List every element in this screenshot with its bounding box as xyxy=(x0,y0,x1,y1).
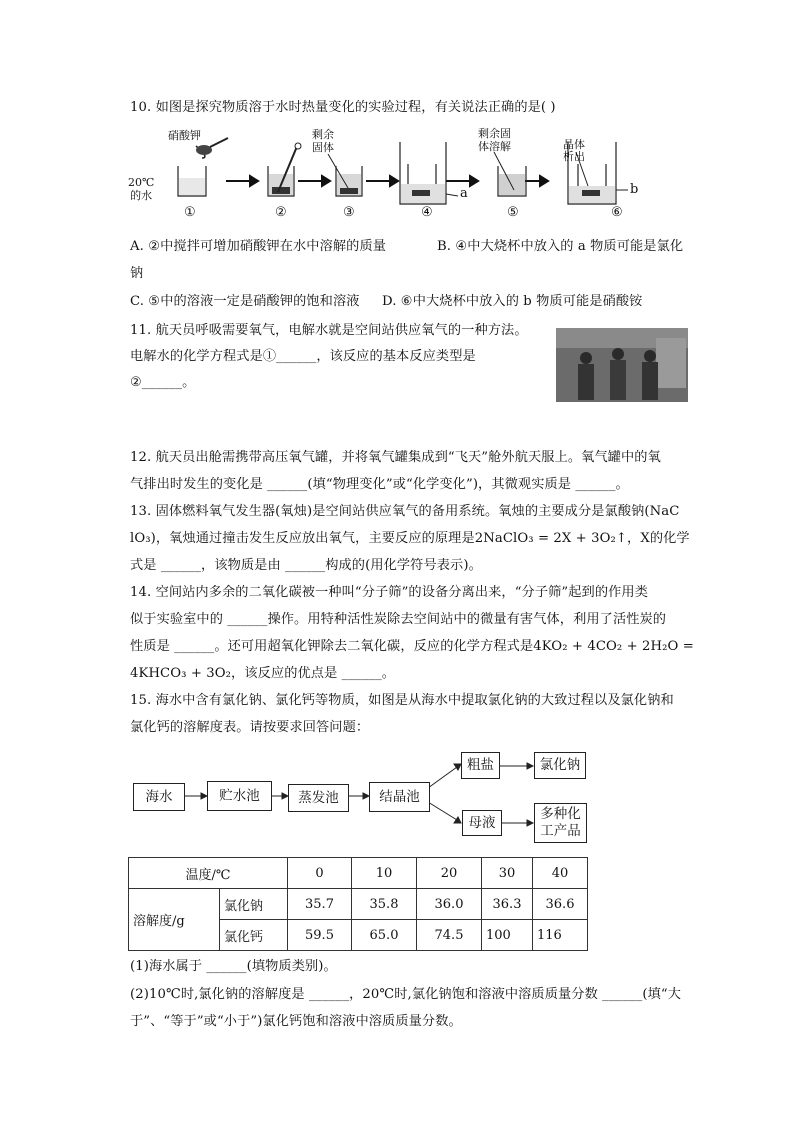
temp-cell: 30 xyxy=(482,858,533,889)
q11-line2: 电解水的化学方程式是①______，该反应的基本反应类型是 xyxy=(130,349,476,364)
step-number: ⑤ xyxy=(507,205,519,220)
flow-crude-salt: 粗盐 xyxy=(461,752,500,779)
table-cell: 36.0 xyxy=(417,889,482,920)
temp-cell: 40 xyxy=(533,858,588,889)
step-number: ④ xyxy=(421,205,433,220)
b-label: b xyxy=(630,182,639,197)
q11-line1: 11. 航天员呼吸需要氧气，电解水就是空间站供应氧气的一种方法。 xyxy=(130,323,528,338)
substance-name: 氯化钠 xyxy=(220,889,288,920)
substance-name: 氯化钙 xyxy=(220,920,288,951)
q12-line1: 12. 航天员出舱需携带高压氧气罐，并将氧气罐集成到“飞天”舱外航天服上。氧气罐中的氧 xyxy=(130,450,661,465)
temp-cell: 10 xyxy=(352,858,417,889)
temp-cell: 0 xyxy=(288,858,352,889)
flow-crystallization: 结晶池 xyxy=(369,782,430,812)
flow-mother-liquor: 母液 xyxy=(462,810,502,836)
q11-line3: ②______。 xyxy=(130,375,196,390)
table-cell: 35.7 xyxy=(288,889,352,920)
q10-option-b: B. ④中大烧杯中放入的 a 物质可能是氯化 xyxy=(437,239,684,254)
table-cell: 74.5 xyxy=(417,920,482,951)
q10-option-b-cont: 钠 xyxy=(130,266,144,281)
flow-storage: 贮水池 xyxy=(207,781,272,811)
q10-option-a: A. ②中搅拌可增加硝酸钾在水中溶解的质量 xyxy=(130,239,387,254)
temp-header: 温度/℃ xyxy=(129,858,288,889)
row-header: 溶解度/g xyxy=(129,889,220,951)
q15-sub2b: 于”、“等于”或“小于”)氯化钙饱和溶液中溶质质量分数。 xyxy=(130,1014,462,1029)
q14-line2: 似于实验室中的 ______操作。用特种活性炭除去空间站中的微量有害气体，利用了活性炭的 xyxy=(130,612,667,627)
q13-line3: 式是 ______，该物质是由 ______构成的(用化学符号表示)。 xyxy=(130,558,482,573)
q10-option-c: C. ⑤中的溶液一定是硝酸钾的饱和溶液 xyxy=(130,294,360,309)
table-cell: 59.5 xyxy=(288,920,352,951)
step-number: ② xyxy=(275,205,287,220)
q14-line1: 14. 空间站内多余的二氧化碳被一种叫“分子筛”的设备分离出来，“分子筛”起到的作用类 xyxy=(130,585,648,600)
q13-line1: 13. 固体燃料氧气发生器(氧烛)是空间站供应氧气的备用系统。氧烛的主要成分是氯酸钠(NaC xyxy=(130,504,680,519)
table-cell: 36.3 xyxy=(482,889,533,920)
table-cell: 35.8 xyxy=(352,889,417,920)
q12-line2: 气排出时发生的变化是 ______(填“物理变化”或“化学变化”)，其微观实质是 ______。 xyxy=(130,477,629,492)
flow-seawater: 海水 xyxy=(133,783,185,811)
table-cell: 65.0 xyxy=(352,920,417,951)
kno3-label: 硝酸钾 xyxy=(168,129,201,142)
table-cell: 116 xyxy=(533,920,588,951)
solubility-table xyxy=(128,857,588,951)
q14-line4: 4KHCO₃ + 3O₂，该反应的优点是 ______。 xyxy=(130,666,396,681)
table-cell: 36.6 xyxy=(533,889,588,920)
q10-option-d: D. ⑥中大烧杯中放入的 b 物质可能是硝酸铵 xyxy=(382,294,643,309)
remaining-solid-label: 剩余 固体 xyxy=(312,128,334,154)
q14-line3: 性质是 ______。还可用超氧化钾除去二氧化碳，反应的化学方程式是4KO₂ + 4CO₂ + 2H₂O = xyxy=(130,639,694,654)
flow-nacl: 氯化钠 xyxy=(534,752,586,779)
temp-cell: 20 xyxy=(417,858,482,889)
flow-products: 多种化 工产品 xyxy=(534,803,587,843)
water-label: 20℃ 的水 xyxy=(128,176,155,202)
q15-sub1: (1)海水属于 ______(填物质类别)。 xyxy=(130,959,337,974)
q15-line1: 15. 海水中含有氯化钠、氯化钙等物质，如图是从海水中提取氯化钠的大致过程以及氯化钠和 xyxy=(130,693,674,708)
q13-line2: lO₃)，氧烛通过撞击发生反应放出氧气，主要反应的原理是2NaClO₃ = 2X + 3O₂↑，X的化学 xyxy=(130,531,690,546)
q10-stem: 10. 如图是探究物质溶于水时热量变化的实验过程，有关说法正确的是( ) xyxy=(130,100,556,115)
q15-line2: 氯化钙的溶解度表。请按要求回答问题： xyxy=(130,720,370,735)
flow-evaporation: 蒸发池 xyxy=(288,784,349,812)
crystal-label: 晶体 析出 xyxy=(563,138,585,163)
q15-sub2a: (2)10℃时,氯化钠的溶解度是 ______，20℃时,氯化钠饱和溶液中溶质质量分数 ______(填“大 xyxy=(130,987,681,1002)
table-cell: 100 xyxy=(482,920,533,951)
step-number: ① xyxy=(184,205,196,220)
step-number: ③ xyxy=(343,205,355,220)
a-label: a xyxy=(460,186,468,201)
step-number: ⑥ xyxy=(611,205,623,220)
remaining-dissolve-label: 剩余固 体溶解 xyxy=(478,127,511,153)
